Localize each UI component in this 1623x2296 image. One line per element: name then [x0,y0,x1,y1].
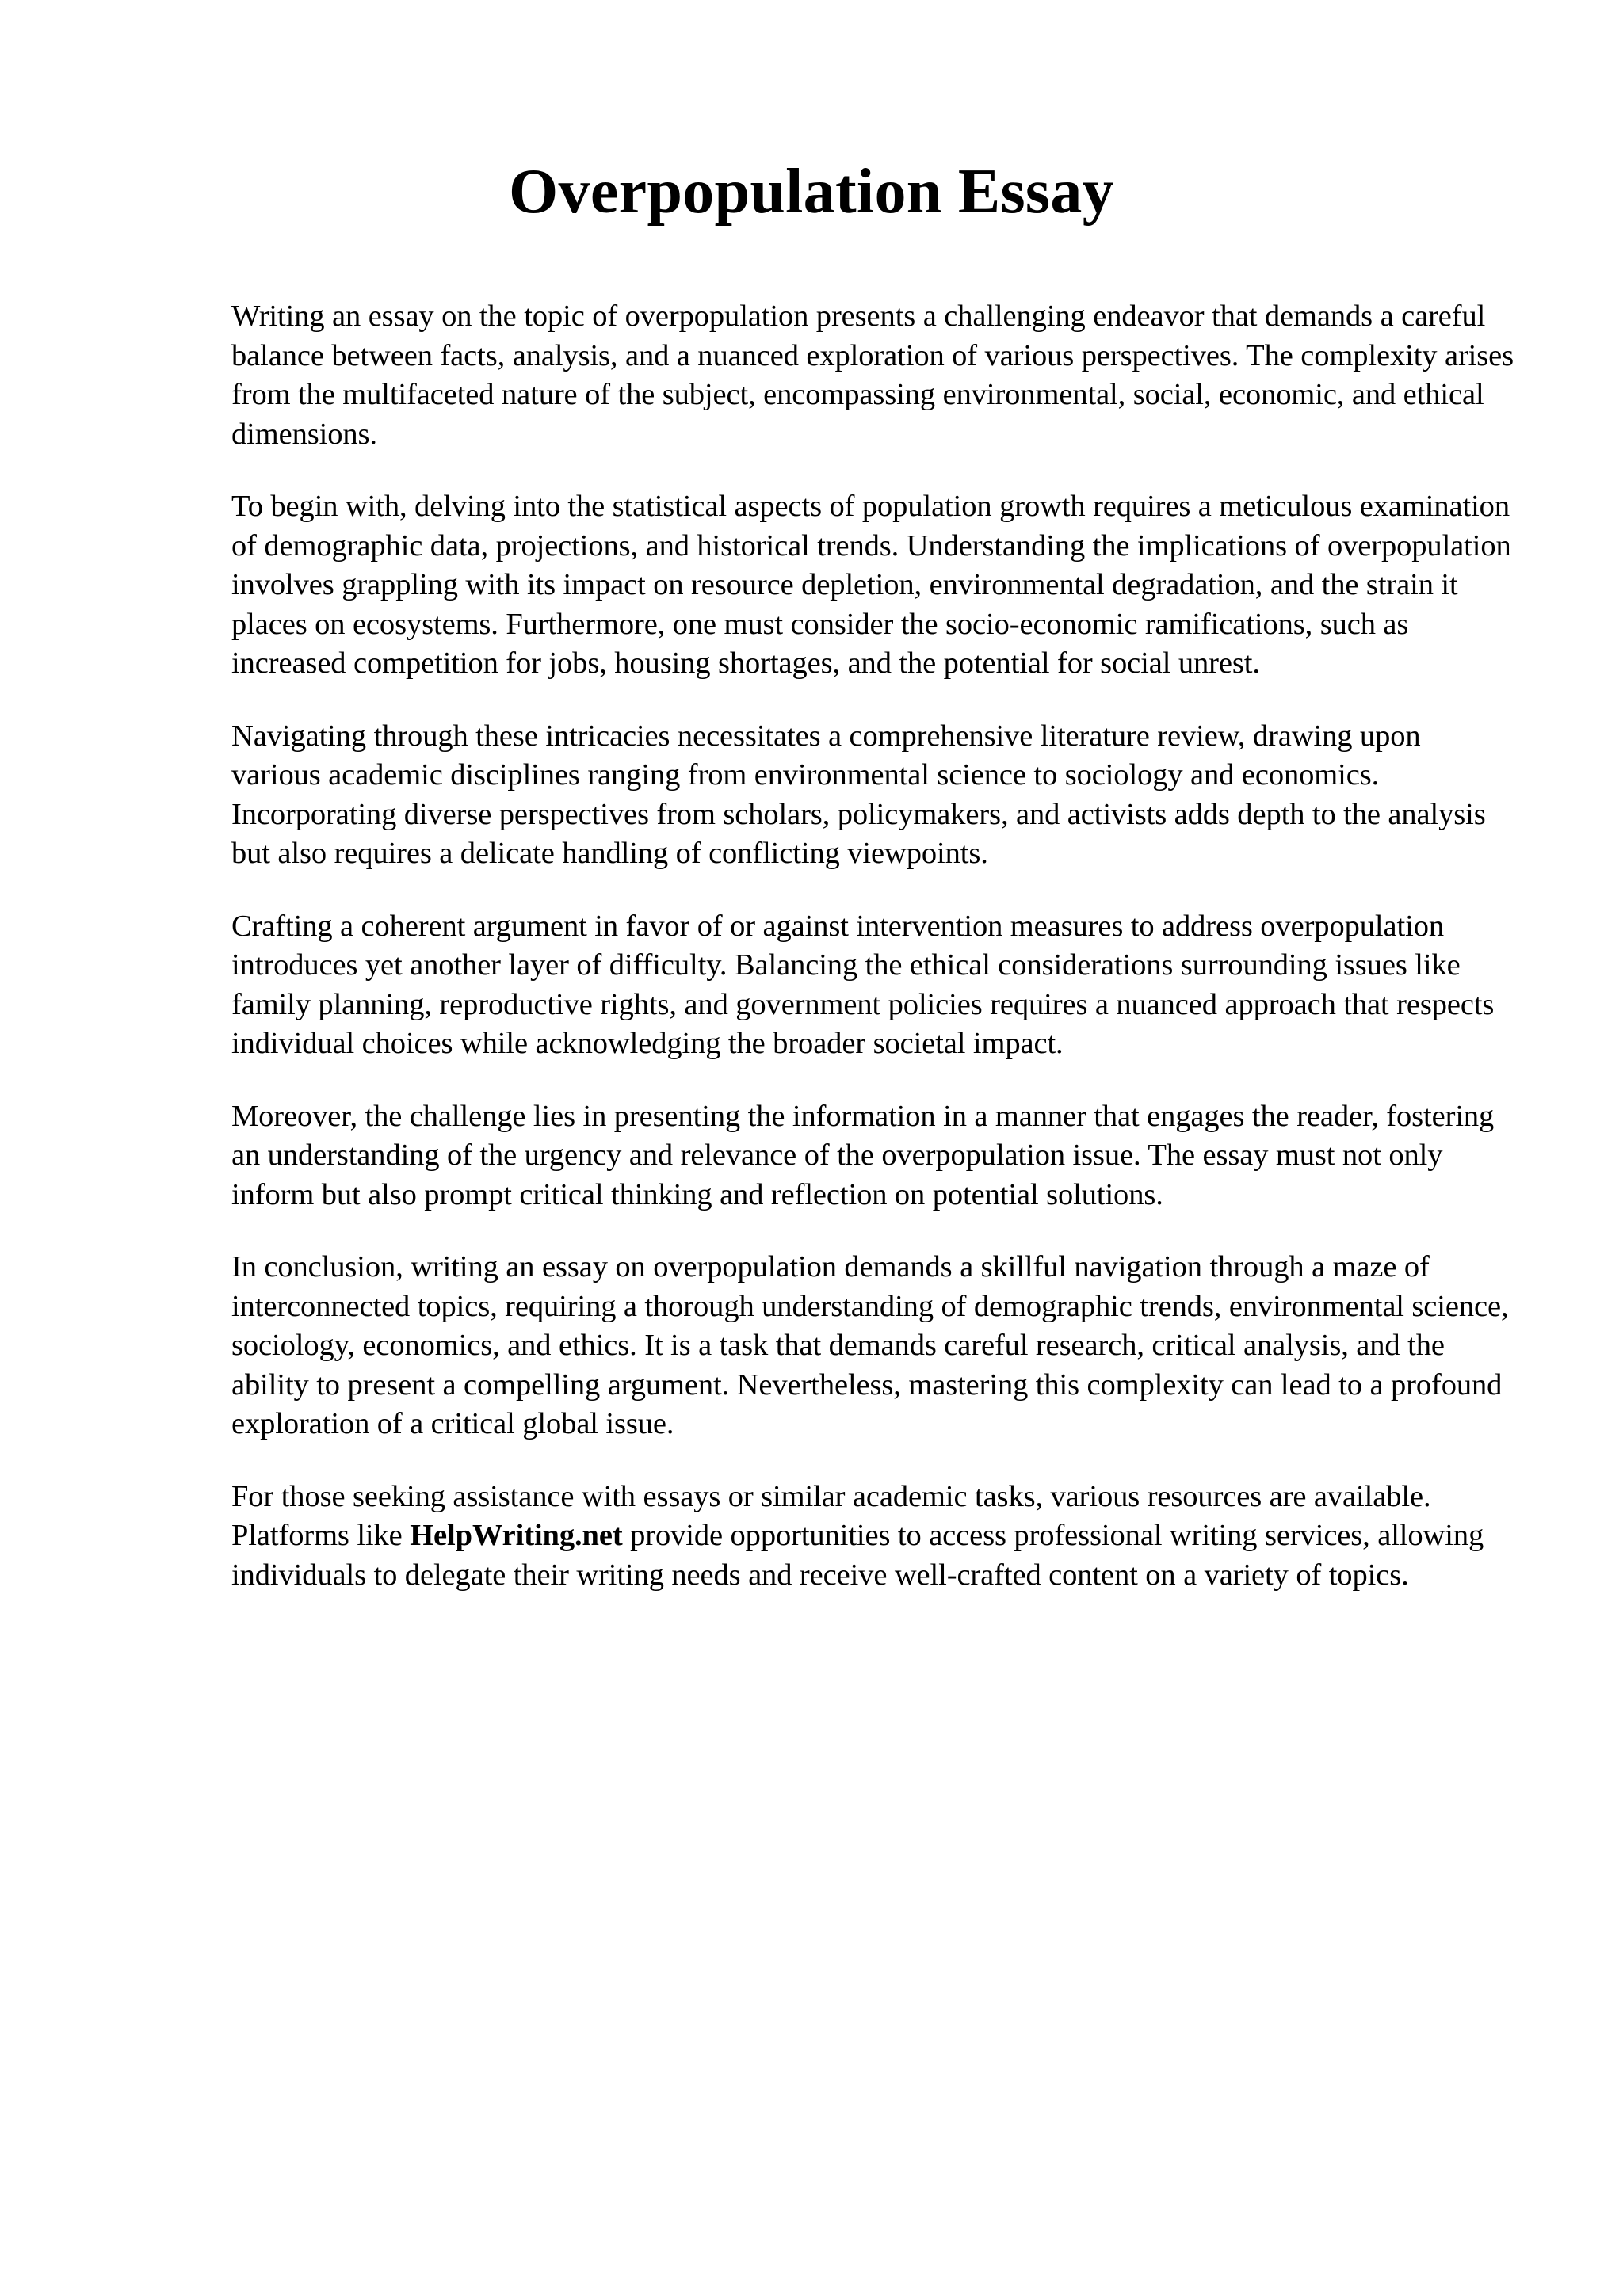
resources-text-before: For those seeking assistance with essays or similar academic tasks, various resources are available. Platforms like [231,1479,1431,1552]
paragraph-statistics: To begin with, delving into the statistical aspects of population growth requires a meticulous examination of demographic data, projections, and historical trends. Understanding the implications of overpopulation involves grappling with its impact on resource depletion, environmental degradation, and the strain it places on ecosystems. Furthermore, one must consider the socio-economic ramifications, such as increased competition for jobs, housing shortages, and the potential for social unrest. [231,490,1511,680]
essay-body [231,297,1515,1628]
paragraph-resources [231,1478,1515,1596]
paragraph-literature: Navigating through these intricacies necessitates a comprehensive literature review, drawing upon various academic disciplines ranging from environmental science to sociology and economics. Incorporating diverse perspectives from scholars, policymakers, and activists adds depth to the analysis but also requires a delicate handling of conflicting viewpoints. [231,719,1486,870]
paragraph-intro: Writing an essay on the topic of overpopulation presents a challenging endeavor that demands a careful balance between facts, analysis, and a nuanced exploration of various perspectives. The complexity arises from the multifaceted nature of the subject, encompassing environmental, social, economic, and ethical dimensions. [231,299,1514,451]
paragraph-argument: Crafting a coherent argument in favor of or against intervention measures to address overpopulation introduces yet another layer of difficulty. Balancing the ethical considerations surrounding issues like family planning, reproductive rights, and government policies requires a nuanced approach that respects individual choices while acknowledging the broader societal impact. [231,909,1495,1060]
resources-text-after: provide opportunities to access professional writing services, allowing individuals to delegate their writing needs and receive well-crafted content on a variety of topics. [231,1519,1484,1592]
paragraph-conclusion: In conclusion, writing an essay on overpopulation demands a skillful navigation through a maze of interconnected topics, requiring a thorough understanding of demographic trends, environmental science, sociology, economics, and ethics. It is a task that demands careful research, critical analysis, and the ability to present a compelling argument. Nevertheless, mastering this complexity can lead to a profound exploration of a critical global issue. [231,1250,1509,1440]
paragraph-presentation: Moreover, the challenge lies in presenting the information in a manner that engages the reader, fostering an understanding of the urgency and relevance of the overpopulation issue. The essay must not only inform but also prompt critical thinking and reflection on potential solutions. [231,1099,1495,1211]
document-title: Overpopulation Essay [509,157,1114,227]
helpwriting-link-text: HelpWriting.net [410,1519,623,1552]
